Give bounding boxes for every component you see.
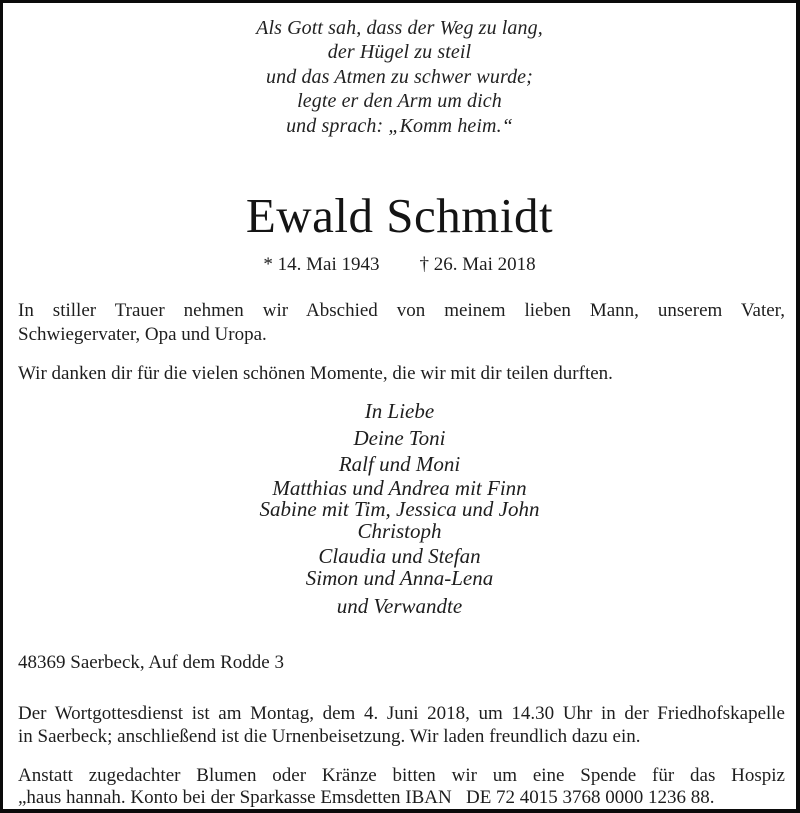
deceased-name: Ewald Schmidt xyxy=(245,188,554,243)
poem-line: und sprach: „Komm heim.“ xyxy=(286,115,513,137)
signature-line: Sabine mit Tim, Jessica und John xyxy=(259,497,540,521)
donation-text-line-1: Anstatt zugedachter Blumen oder Kränze bitten wir um eine Spende für das Hospiz xyxy=(18,765,785,786)
signature-line: Claudia und Stefan xyxy=(318,544,481,568)
mourning-address: 48369 Saerbeck, Auf dem Rodde 3 xyxy=(18,652,284,673)
signature-line: Simon und Anna-Lena xyxy=(305,566,494,590)
poem-line: Als Gott sah, dass der Weg zu lang, xyxy=(256,17,543,39)
signature-line: Ralf und Moni xyxy=(338,452,461,476)
death-date: † 26. Mai 2018 xyxy=(419,254,536,275)
signature-line: In Liebe xyxy=(364,399,435,423)
thanks-text: Wir danken dir für die vielen schönen Momente, die wir mit dir teilen durften. xyxy=(18,363,613,384)
mourning-text-line-1: In stiller Trauer nehmen wir Abschied von meinem lieben Mann, unserem Vater, xyxy=(18,300,785,321)
life-dates xyxy=(3,253,796,277)
poem-line: legte er den Arm um dich xyxy=(297,90,502,112)
service-text-line-1: Der Wortgottesdienst ist am Montag, dem 4. Juni 2018, um 14.30 Uhr in der Friedhofskapelle xyxy=(18,703,785,724)
donation-text-line-2: „haus hannah. Konto bei der Sparkasse Emsdetten IBAN DE 72 4015 3768 0000 1236 88. xyxy=(18,787,715,808)
mourning-text-line-2: Schwiegervater, Opa und Uropa. xyxy=(18,324,267,345)
poem-line: der Hügel zu steil xyxy=(327,41,472,63)
signature-line: Christoph xyxy=(357,519,442,543)
signature-line: und Verwandte xyxy=(336,594,463,618)
signature-line: Matthias und Andrea mit Finn xyxy=(272,476,527,500)
signature-line: Deine Toni xyxy=(353,426,446,450)
service-text-line-2: in Saerbeck; anschließend ist die Urnenbeisetzung. Wir laden freundlich dazu ein. xyxy=(18,726,641,747)
birth-date: * 14. Mai 1943 xyxy=(263,254,380,275)
poem-line: und das Atmen zu schwer wurde; xyxy=(266,66,533,88)
